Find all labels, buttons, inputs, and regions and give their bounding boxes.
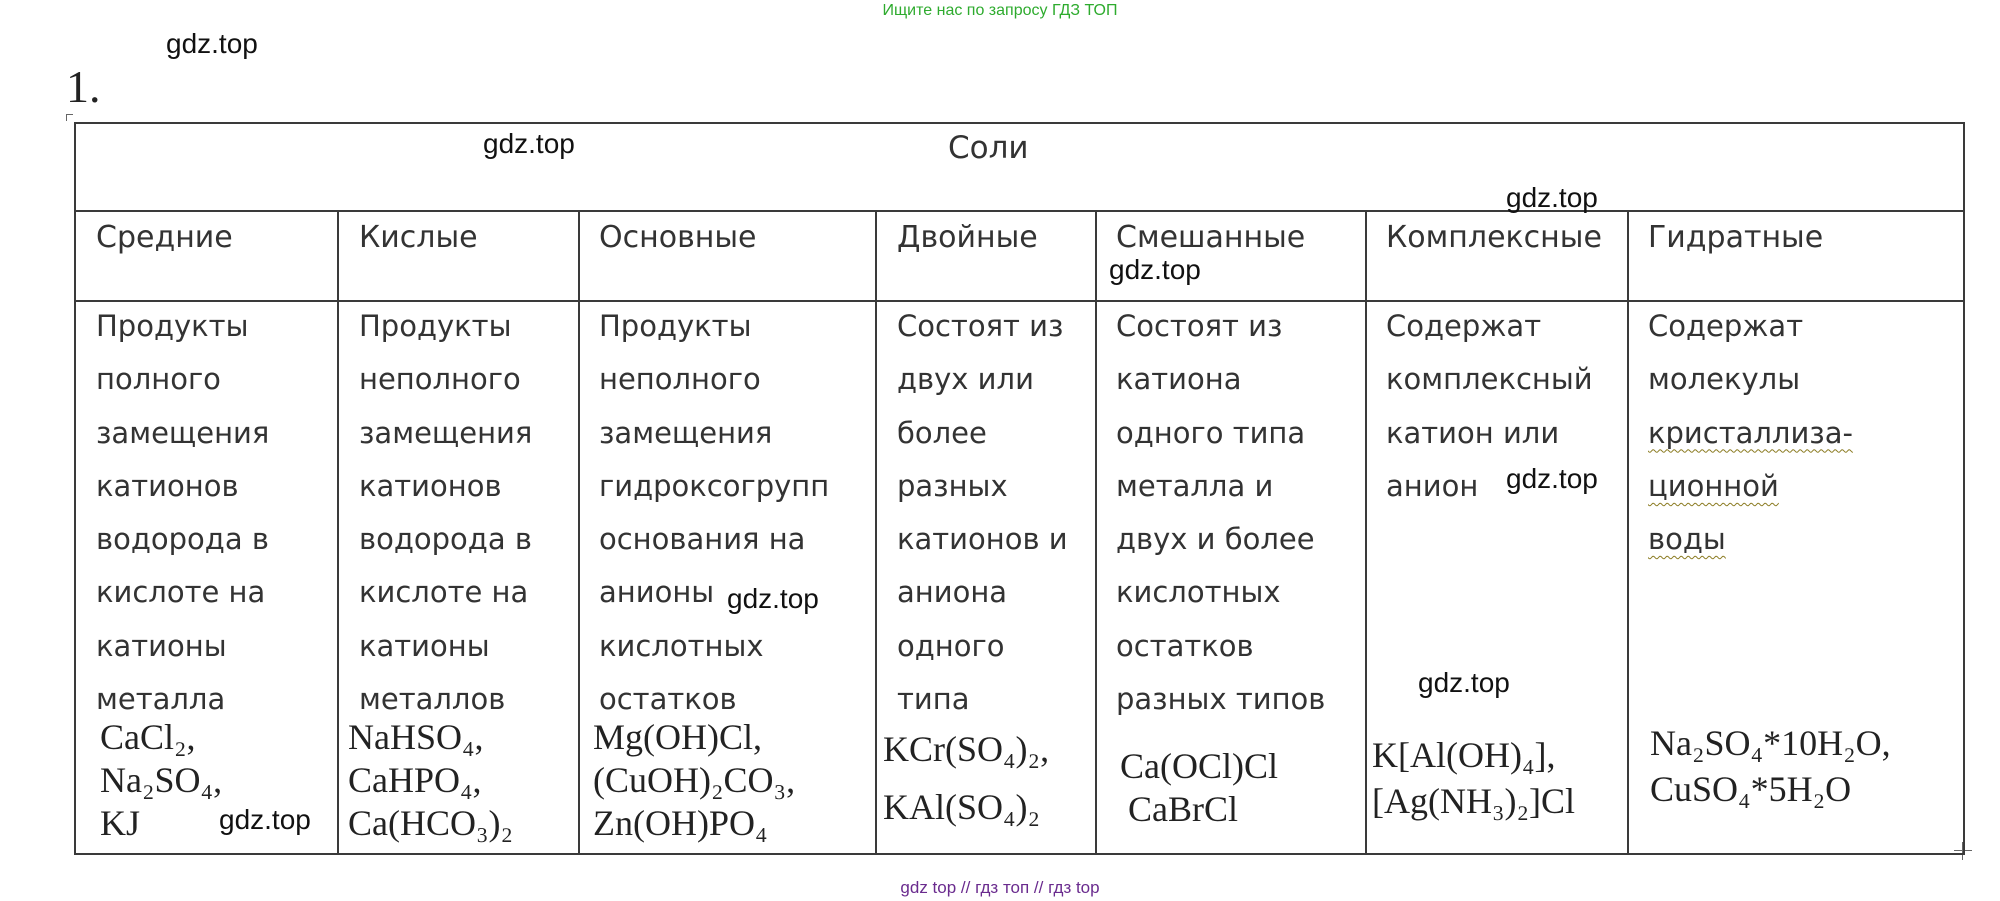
description-line: неполного [359,362,521,397]
description-line: замещения [599,415,773,450]
description-line: катион или [1386,415,1560,450]
formula-line: CuSO₄*5H₂O [1650,769,1852,809]
column-divider [1365,210,1367,855]
formulas-medium-salts [100,716,222,845]
formula-line: Zn(OH)PO₄ [593,803,768,843]
description-line: катионов [359,468,502,503]
formula-line: [Ag(NH₃)₂]Cl [1372,781,1576,821]
table-caption: Соли [948,130,1029,166]
description-medium-salts [96,300,269,726]
description-line: катионов и [897,522,1068,557]
table-border-bottom [74,853,1965,855]
formula-line: KAl(SO₄)₂ [883,787,1041,827]
description-line: Содержат [1386,309,1542,343]
description-line: аниона [897,575,1008,610]
table-border-top [74,122,1965,124]
header-hydrate-salts: Гидратные [1648,220,1824,255]
description-line: молекулы [1648,362,1801,397]
description-hydrate-salts [1648,300,1853,566]
description-line: катионов [96,468,239,503]
watermark: gdz.top [1418,667,1510,698]
formulas-mixed-salts [1120,745,1278,831]
watermark: gdz.top [483,128,575,159]
header-acid-salts: Кислые [359,220,478,255]
table-corner-mark [66,114,73,121]
description-line: комплексный [1386,362,1593,397]
description-line: кислотных [599,628,764,663]
watermark: gdz.top [1109,254,1201,285]
column-divider [875,210,877,855]
description-line: ционной [1648,468,1779,503]
description-line: Продукты [599,309,752,343]
description-line: двух или [897,362,1034,397]
formula-line: NaHSO₄, [348,717,484,757]
description-line: катионы [96,628,227,663]
formula-line: Na₂SO₄, [100,760,223,800]
description-line: анионы [599,575,715,610]
formulas-acid-salts [348,716,513,845]
watermark: gdz.top [727,583,819,614]
table-border-right [1963,122,1965,855]
formula-line: Na₂SO₄*10H₂O, [1650,723,1891,763]
formula-line: CaBrCl [1128,789,1239,829]
formulas-basic-salts [593,716,795,845]
description-line: кислоте на [96,575,266,610]
header-double-salts: Двойные [897,220,1038,255]
watermark: gdz.top [1506,182,1598,213]
description-line: основания на [599,522,806,557]
description-line: остатков [1116,628,1254,663]
description-line: кислотных [1116,575,1281,610]
description-line: замещения [359,415,533,450]
description-line: двух и более [1116,522,1315,557]
formula-line: CaCl₂, [100,717,196,757]
description-line: анион [1386,468,1479,503]
formula-line: KCr(SO₄)₂, [883,729,1050,769]
description-double-salts [897,300,1068,726]
top-search-hint: Ищите нас по запросу ГДЗ ТОП [882,2,1118,19]
formula-line: (CuOH)₂CO₃, [593,760,796,800]
description-line: замещения [96,415,270,450]
description-line: гидроксогрупп [599,468,830,503]
formula-line: Ca(HCO₃)₂ [348,803,514,843]
header-medium-salts: Средние [96,220,233,255]
watermark: gdz.top [1506,463,1598,494]
description-line: одного [897,628,1005,663]
table-border-left [74,122,76,855]
formulas-double-salts [883,720,1049,836]
description-line: Продукты [359,309,512,343]
formula-line: CaHPO₄, [348,760,482,800]
description-line: полного [96,362,221,397]
formula-line: K[Al(OH)₄], [1372,735,1556,775]
column-divider [1095,210,1097,855]
description-line: водорода в [96,522,269,557]
description-line: воды [1648,522,1726,557]
description-line: разных [897,468,1008,503]
description-line: катиона [1116,362,1242,397]
description-line: кристаллиза- [1648,415,1853,450]
column-divider [1627,210,1629,855]
description-acid-salts [359,300,532,726]
description-mixed-salts [1116,300,1325,726]
formula-line: Ca(OCl)Cl [1120,746,1278,786]
task-number: 1. [66,61,101,112]
watermark: gdz.top [219,804,311,835]
description-line: катионы [359,628,490,663]
description-line: более [897,415,987,450]
description-line: металлов [359,682,506,717]
description-line: кислоте на [359,575,529,610]
footer-watermark: gdz top // гдз топ // гдз top [900,878,1100,897]
formula-line: KJ [100,803,141,843]
header-basic-salts: Основные [599,220,757,255]
description-line: металла и [1116,468,1274,503]
formulas-complex-salts [1372,732,1575,824]
description-line: Продукты [96,309,249,343]
description-line: Содержат [1648,309,1804,343]
description-line: металла [96,682,226,717]
description-line: неполного [599,362,761,397]
description-basic-salts [599,300,829,726]
description-line: разных типов [1116,682,1326,717]
column-divider [578,210,580,855]
formula-line: Mg(OH)Cl, [593,717,762,757]
description-line: Состоят из [897,309,1064,343]
description-line: одного типа [1116,415,1306,450]
description-line: типа [897,682,970,717]
description-line: водорода в [359,522,532,557]
header-complex-salts: Комплексные [1386,220,1602,255]
formulas-hydrate-salts [1650,720,1891,812]
description-line: остатков [599,682,737,717]
table-row-divider [74,210,1965,212]
column-divider [337,210,339,855]
watermark: gdz.top [166,28,258,59]
header-mixed-salts: Смешанные [1116,220,1306,255]
description-line: Состоят из [1116,309,1283,343]
